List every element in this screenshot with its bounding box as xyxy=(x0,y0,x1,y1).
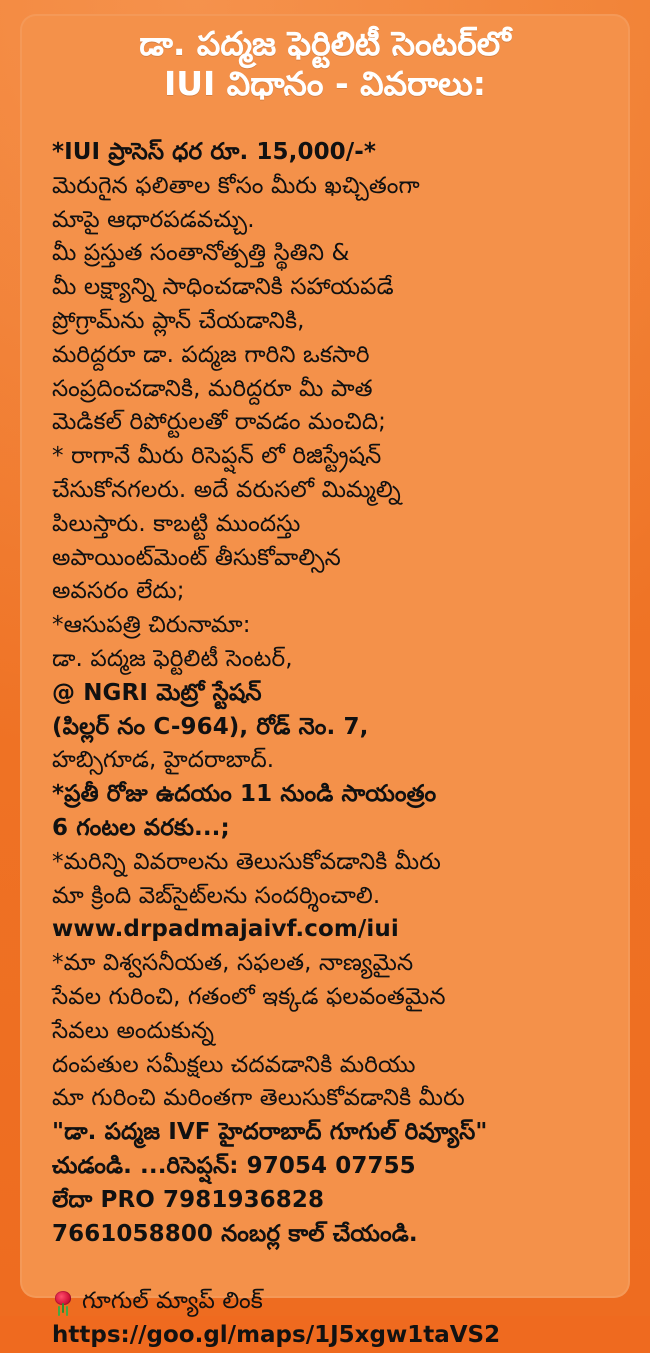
content-line-22: *మరిన్ని వివరాలను తెలుసుకోవడానికి మీరు xyxy=(52,848,441,875)
rose-icon xyxy=(52,1291,74,1313)
content-line-18: (పిల్లర్ నం C-964), రోడ్ నెం. 7, xyxy=(52,713,369,740)
content-line-33: 7661058800 నంబర్ల కాల్ చేయండి. xyxy=(52,1220,418,1247)
content-line-3: మాపై ఆధారపడవచ్చు. xyxy=(52,206,255,233)
content xyxy=(20,112,630,1353)
map-link-url: https://goo.gl/maps/1J5xgw1taVS2 xyxy=(52,1322,501,1349)
content-line-23: మా క్రింది వెబ్‌సైట్‌లను సందర్శించాలి. xyxy=(52,882,381,909)
content-line-1: *IUI ప్రాసెస్ ధర రూ. 15,000/-* xyxy=(52,139,377,165)
page-title-line-2: IUI విధానం - వివరాలు: xyxy=(163,64,487,103)
content-line-11: చేసుకోనగలరు. అదే వరుసలో మిమ్మల్ని xyxy=(52,476,401,503)
map-link-label: గూగుల్ మ్యాప్ లింక్ xyxy=(82,1288,263,1315)
content-line-7: మరిద్దరూ డా. పద్మజ గారిని ఒకసారి xyxy=(52,341,370,368)
content-line-19: హబ్సిగూడ, హైదరాబాద్. xyxy=(52,747,275,774)
content-line-20: *ప్రతీ రోజు ఉదయం 11 నుండి సాయంత్రం xyxy=(52,781,437,808)
content-line-26: సేవల గురించి, గతంలో ఇక్కడ ఫలవంతమైన xyxy=(52,983,446,1010)
page-title-line-1: డా. పద్మజ ఫెర్టిలిటీ సెంటర్‌లో xyxy=(139,24,511,63)
content-line-30: "డా. పద్మజ IVF హైదరాబాద్ గూగుల్ రివ్యూస్" xyxy=(52,1119,488,1146)
content-line-2: మెరుగైన ఫలితాల కోసం మీరు ఖచ్చితంగా xyxy=(52,172,420,199)
content-line-29: మా గురించి మరింతగా తెలుసుకోవడానికి మీరు xyxy=(52,1085,465,1112)
map-link-label-row xyxy=(52,1285,606,1319)
content-line-4: మీ ప్రస్తుత సంతానోత్పత్తి స్థితిని & xyxy=(52,240,350,267)
content-line-5: మీ లక్ష్యాన్ని సాధించడానికి సహాయపడే xyxy=(52,274,394,301)
content-line-13: అపాయింట్‌మెంట్ తీసుకోవాల్సిన xyxy=(52,544,341,571)
content-line-9: మెడికల్ రిపోర్టులతో రావడం మంచిది; xyxy=(52,409,387,436)
content-line-25: *మా విశ్వసనీయత, సఫలత, నాణ్యమైన xyxy=(52,950,414,977)
spacer xyxy=(52,1251,606,1285)
header xyxy=(20,14,630,112)
content-line-21: 6 గంటల వరకు...; xyxy=(52,814,230,841)
content-line-16: డా. పద్మజ ఫెర్టిలిటీ సెంటర్, xyxy=(52,645,293,672)
content-line-32: లేదా PRO 7981936828 xyxy=(52,1186,325,1213)
info-card xyxy=(20,14,630,1349)
content-line-28: దంపతుల సమీక్షలు చదవడానికి మరియు xyxy=(52,1051,416,1078)
content-line-12: పిలుస్తారు. కాబట్టి ముందస్తు xyxy=(52,510,301,537)
website-link-text: www.drpadmajaivf.com/iui xyxy=(52,916,399,943)
content-line-27: సేవలు అందుకున్న xyxy=(52,1017,215,1044)
content-line-6: ప్రోగ్రామ్‌ను ప్లాన్ చేయడానికి, xyxy=(52,307,305,334)
content-line-17: @ NGRI మెట్రో స్టేషన్ xyxy=(52,679,262,706)
content-line-10: * రాగానే మీరు రిసెప్షన్ లో రిజిస్ట్రేషన్ xyxy=(52,443,382,470)
content-line-8: సంప్రదించడానికి, మరిద్దరూ మీ పాత xyxy=(52,375,373,402)
content-line-15: *ఆసుపత్రి చిరునామా: xyxy=(52,612,251,639)
content-line-31: చుడండి. ...రిసెప్షన్: 97054 07755 xyxy=(52,1152,416,1179)
content-line-14: అవసరం లేదు; xyxy=(52,578,185,605)
